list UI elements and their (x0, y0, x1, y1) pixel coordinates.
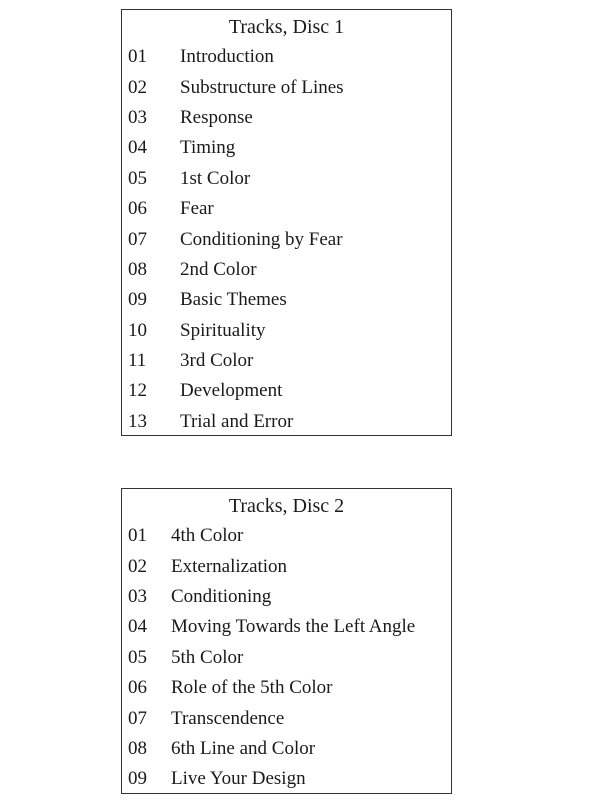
track-number: 01 (128, 525, 147, 547)
track-row (122, 42, 451, 72)
track-row (122, 612, 451, 642)
track-row (122, 346, 451, 376)
disc-1-title: Tracks, Disc 1 (228, 16, 345, 38)
track-number: 02 (128, 76, 147, 98)
track-title: 6th Line and Color (171, 737, 316, 759)
track-row (122, 285, 451, 315)
track-number: 13 (128, 410, 147, 432)
track-title: 5th Color (171, 646, 244, 668)
track-number: 07 (128, 228, 147, 250)
track-row (122, 703, 451, 733)
track-number: 04 (128, 616, 147, 638)
disc-2-tracks (122, 521, 451, 795)
track-title: Externalization (171, 555, 288, 577)
track-number: 01 (128, 46, 147, 68)
track-number: 09 (128, 289, 147, 311)
track-row (122, 643, 451, 673)
track-title: Conditioning by Fear (180, 228, 343, 250)
track-row (122, 316, 451, 346)
track-row (122, 72, 451, 102)
track-title: Trial and Error (180, 410, 294, 432)
track-title: Conditioning (171, 585, 272, 607)
track-title: 2nd Color (180, 258, 257, 280)
track-title: Role of the 5th Color (171, 677, 333, 699)
track-number: 02 (128, 555, 147, 577)
track-title: Basic Themes (180, 289, 287, 311)
track-number: 12 (128, 380, 147, 402)
disc-2-track-list (121, 488, 452, 794)
track-title: Spirituality (180, 319, 266, 341)
track-row (122, 224, 451, 254)
track-title: Introduction (180, 46, 274, 68)
track-title: Live Your Design (171, 768, 306, 790)
track-number: 03 (128, 106, 147, 128)
track-number: 05 (128, 646, 147, 668)
disc-2-title: Tracks, Disc 2 (228, 495, 345, 517)
track-number: 10 (128, 319, 147, 341)
track-row (122, 164, 451, 194)
track-number: 07 (128, 707, 147, 729)
track-title: 4th Color (171, 525, 244, 547)
track-row (122, 407, 451, 437)
track-number: 06 (128, 198, 147, 220)
track-number: 04 (128, 137, 147, 159)
track-row (122, 103, 451, 133)
track-title: 3rd Color (180, 350, 254, 372)
track-row (122, 521, 451, 551)
track-title: Timing (180, 137, 236, 159)
track-number: 05 (128, 167, 147, 189)
track-number: 11 (128, 350, 147, 372)
track-title: 1st Color (180, 167, 251, 189)
track-number: 09 (128, 768, 147, 790)
track-number: 08 (128, 737, 147, 759)
track-row (122, 764, 451, 794)
track-row (122, 551, 451, 581)
track-row (122, 133, 451, 163)
disc-1-tracks (122, 42, 451, 437)
track-row (122, 734, 451, 764)
disc-1-track-list (121, 9, 452, 436)
track-number: 08 (128, 258, 147, 280)
track-row (122, 194, 451, 224)
track-row (122, 255, 451, 285)
track-title: Fear (180, 198, 214, 220)
track-title: Substructure of Lines (180, 76, 344, 98)
track-number: 03 (128, 585, 147, 607)
track-number: 06 (128, 677, 147, 699)
track-title: Moving Towards the Left Angle (171, 616, 416, 638)
track-row (122, 582, 451, 612)
track-row (122, 673, 451, 703)
track-title: Transcendence (171, 707, 285, 729)
track-title: Response (180, 106, 253, 128)
track-row (122, 376, 451, 406)
track-title: Development (180, 380, 283, 402)
